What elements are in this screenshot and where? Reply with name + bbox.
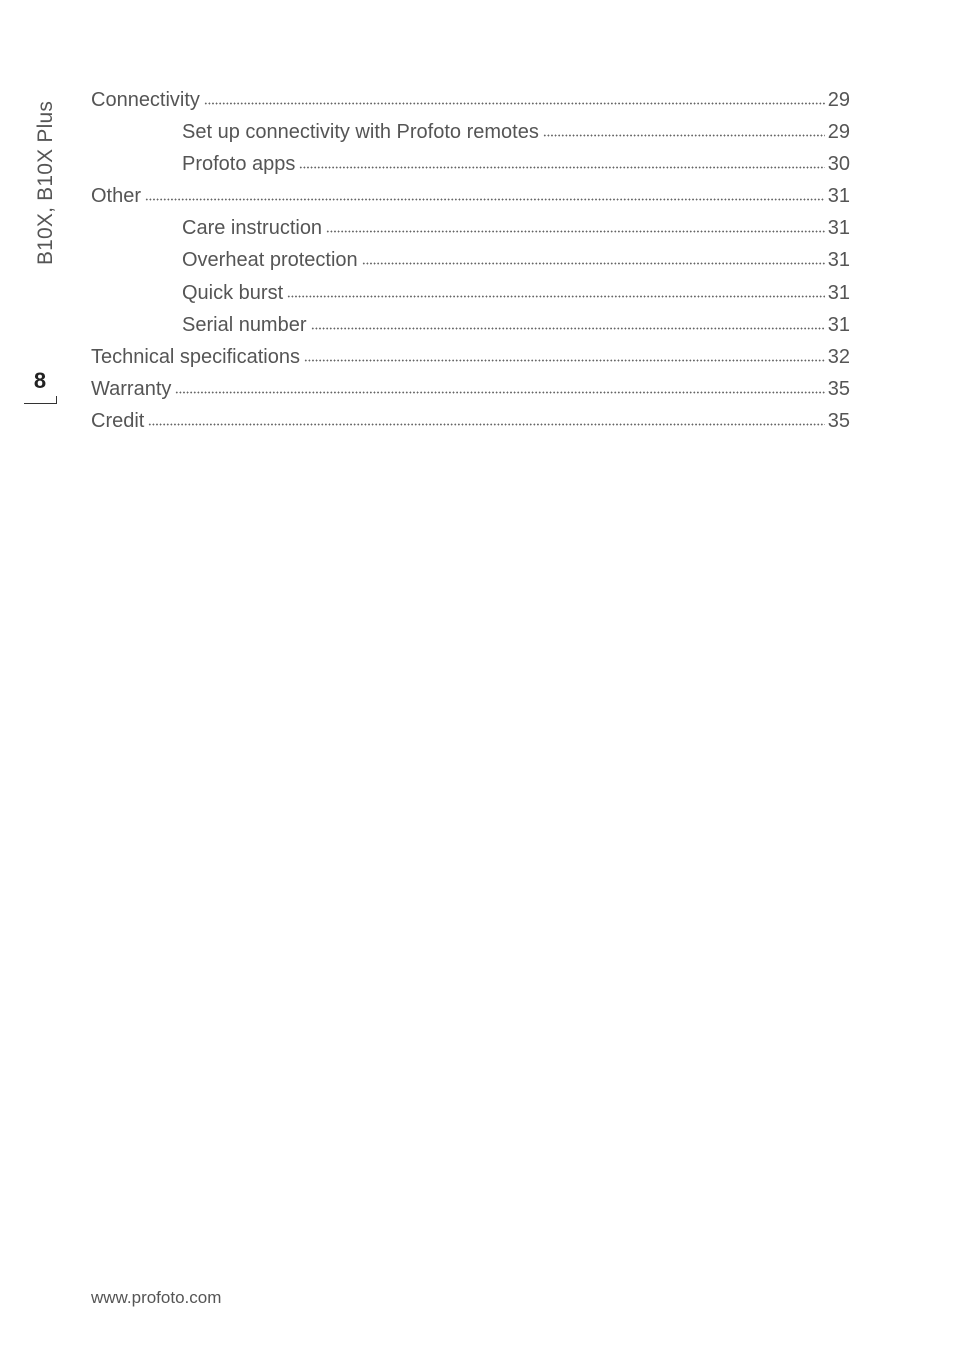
toc-entry-overheat-protection[interactable] bbox=[91, 244, 850, 276]
footer-website-link[interactable]: www.profoto.com bbox=[91, 1288, 222, 1307]
dot-leader bbox=[362, 262, 825, 265]
toc-entry-page: 29 bbox=[827, 121, 850, 144]
toc-entry-serial-number[interactable] bbox=[91, 309, 850, 341]
toc-entry-label: Care instruction bbox=[182, 217, 323, 240]
toc-entry-label: Set up connectivity with Profoto remotes bbox=[182, 121, 539, 144]
dot-leader bbox=[543, 134, 825, 137]
toc-entry-page: 31 bbox=[827, 249, 850, 272]
dot-leader bbox=[175, 391, 824, 394]
toc-entry-label: Credit bbox=[91, 409, 145, 432]
dot-leader bbox=[287, 295, 825, 298]
dot-leader bbox=[299, 166, 824, 169]
page-number: 8 bbox=[33, 368, 47, 393]
toc-entry-other[interactable] bbox=[91, 180, 850, 212]
toc-entry-label: Warranty bbox=[91, 377, 172, 400]
toc-entry-page: 31 bbox=[827, 217, 850, 240]
toc-entry-label: Overheat protection bbox=[182, 249, 358, 272]
dot-leader bbox=[326, 230, 825, 233]
toc-entry-label: Serial number bbox=[182, 313, 307, 336]
toc-entry-label: Quick burst bbox=[182, 281, 284, 304]
toc-entry-page: 31 bbox=[827, 185, 850, 208]
toc-entry-profoto-apps[interactable] bbox=[91, 148, 850, 180]
toc-entry-technical-specifications[interactable] bbox=[91, 341, 850, 373]
dot-leader bbox=[311, 327, 825, 330]
toc-entry-label: Other bbox=[91, 185, 142, 208]
toc-entry-label: Technical specifications bbox=[91, 345, 300, 368]
toc-entry-page: 31 bbox=[827, 281, 850, 304]
dot-leader bbox=[204, 102, 825, 105]
toc-entry-set-up-connectivity[interactable] bbox=[91, 116, 850, 148]
toc-entry-page: 32 bbox=[827, 345, 850, 368]
dot-leader bbox=[145, 198, 825, 201]
toc-entry-care-instruction[interactable] bbox=[91, 212, 850, 244]
toc-entry-label: Connectivity bbox=[91, 89, 200, 111]
page-number-tick bbox=[56, 396, 57, 404]
toc-entry-quick-burst[interactable] bbox=[91, 277, 850, 309]
toc-entry-page: 35 bbox=[827, 409, 850, 432]
toc-entry-page: 29 bbox=[827, 89, 850, 111]
toc-entry-warranty[interactable] bbox=[91, 373, 850, 405]
table-of-contents bbox=[91, 84, 850, 437]
dot-leader bbox=[148, 423, 824, 426]
toc-entry-page: 30 bbox=[827, 153, 850, 176]
toc-entry-page: 35 bbox=[827, 377, 850, 400]
toc-entry-label: Profoto apps bbox=[182, 153, 296, 176]
toc-entry-connectivity[interactable] bbox=[91, 84, 850, 116]
dot-leader bbox=[304, 359, 825, 362]
toc-entry-page: 31 bbox=[827, 313, 850, 336]
product-title: B10X, B10X Plus bbox=[34, 100, 57, 266]
toc-entry-credit[interactable] bbox=[91, 405, 850, 437]
page-number-rule bbox=[24, 403, 57, 404]
